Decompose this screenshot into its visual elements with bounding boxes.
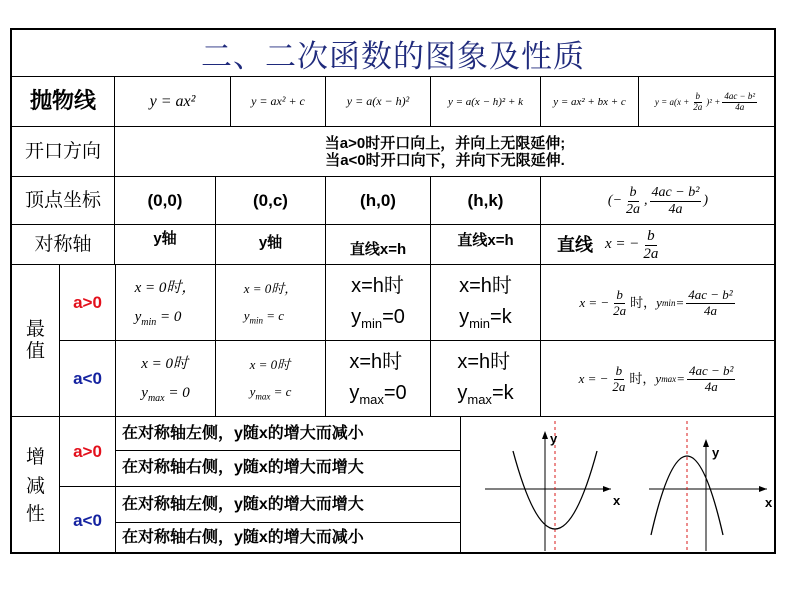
monotonic-text: 在对称轴左侧，y随x的增大而增大 — [122, 495, 364, 513]
grid-line — [11, 264, 775, 265]
formula-text: y — [655, 370, 662, 386]
formula-text: y — [656, 294, 662, 310]
extreme-value — [250, 378, 292, 406]
fraction — [722, 92, 757, 113]
form-vertex-origin: y = ax² — [149, 92, 196, 110]
axis-of-symmetry-general — [541, 226, 775, 264]
opening-direction-text — [115, 128, 775, 176]
y-axis-arrow — [542, 431, 548, 439]
condition-a-negative: a<0 — [73, 369, 102, 389]
extreme-condition: x = 0时， — [134, 280, 197, 297]
row-label-mono-char: 性 — [25, 503, 45, 526]
page-title: 二、二次函数的图象及性质 — [201, 38, 585, 75]
row-label-parabola: 抛物线 — [29, 89, 96, 115]
form-vertical-shift: y = ax² + c — [251, 94, 305, 109]
subscript: min — [361, 316, 383, 332]
grid-line — [11, 176, 775, 177]
fraction — [610, 364, 627, 394]
denominator: 4a — [668, 201, 683, 217]
extreme-condition: x = 0时 — [249, 357, 291, 373]
monotonic-text: 在对称轴右侧，y随x的增大而增大 — [122, 459, 364, 477]
monotonic-text: 在对称轴左侧，y随x的增大而减小 — [122, 424, 364, 442]
monotonic-text: 在对称轴右侧，y随x的增大而减小 — [122, 529, 364, 547]
numerator: b — [695, 90, 701, 101]
x-axis-arrow — [759, 486, 767, 492]
value: = 0 — [156, 308, 182, 325]
y-symbol: y — [243, 308, 250, 324]
axis-label: 直线 — [557, 234, 593, 255]
form-vertex-form: y = a(x − h)² + k — [447, 95, 524, 108]
x-axis-arrow — [603, 486, 611, 492]
extreme-cell-general — [541, 266, 775, 340]
condition-a-negative: a<0 — [73, 511, 102, 531]
denominator: 4a — [703, 302, 717, 318]
denominator: 2a — [626, 201, 641, 217]
extreme-cell — [116, 266, 215, 340]
formula-text: y = a(x + — [654, 96, 690, 107]
fraction — [686, 288, 734, 318]
subscript: max — [467, 392, 492, 408]
extreme-value — [457, 378, 513, 410]
formula-text: , — [644, 192, 648, 208]
formula-text: 时， — [629, 370, 656, 386]
row-label-monotonicity — [12, 418, 59, 554]
value: =k — [491, 382, 514, 405]
y-symbol: y — [351, 306, 362, 329]
subscript: max — [147, 392, 165, 404]
subscript: min — [249, 316, 263, 326]
subscript: max — [255, 392, 271, 402]
value: =k — [490, 306, 512, 329]
numerator: 4ac − b² — [724, 90, 756, 101]
denominator: 4a — [735, 101, 745, 112]
numerator: 4ac − b² — [651, 185, 700, 201]
row-label-vertex: 顶点坐标 — [24, 189, 101, 212]
y-axis-arrow — [703, 439, 709, 447]
row-label-extreme — [12, 266, 59, 416]
fraction — [641, 228, 660, 262]
denominator: 2a — [693, 101, 703, 112]
vertex-coord: (h,0) — [360, 191, 396, 211]
grid-line — [11, 76, 775, 77]
axis-of-symmetry: 直线x=h — [349, 240, 407, 258]
formula-text: ) — [703, 192, 709, 208]
numerator: b — [647, 228, 655, 244]
y-symbol: y — [349, 382, 360, 405]
numerator: 4ac − b² — [688, 287, 733, 303]
vertex-coord: (0,c) — [253, 191, 288, 211]
denominator: 2a — [612, 378, 626, 394]
extreme-value — [351, 302, 405, 334]
numerator: b — [616, 287, 623, 303]
form-completed-square — [639, 78, 775, 126]
fraction — [624, 185, 642, 217]
denominator: 2a — [643, 245, 659, 262]
parabola-graphs — [461, 417, 775, 553]
vertex-coord: (h,k) — [467, 191, 504, 211]
value: =0 — [382, 306, 405, 329]
extreme-cell — [326, 266, 430, 340]
fraction — [611, 288, 628, 318]
extreme-condition: x=h时 — [351, 275, 404, 298]
extreme-condition: x = 0时， — [243, 281, 298, 297]
denominator: 4a — [704, 378, 718, 394]
vertex-coord: (0,0) — [147, 191, 183, 211]
opening-line-up: 当a>0时开口向上，并向上无限延伸; — [324, 134, 566, 152]
extreme-cell — [116, 342, 215, 416]
extreme-cell — [216, 266, 325, 340]
extreme-condition: x=h时 — [459, 275, 512, 298]
fraction — [691, 92, 704, 113]
extreme-value — [459, 302, 512, 334]
subscript: max — [359, 392, 384, 408]
row-label-mono-char: 减 — [25, 474, 45, 497]
form-general: y = ax² + bx + c — [553, 95, 626, 108]
row-label-opening: 开口方向 — [24, 140, 101, 163]
row-label-mono-char: 增 — [25, 446, 45, 469]
extreme-cell-general — [541, 342, 775, 416]
denominator: 2a — [613, 302, 627, 318]
opening-line-down: 当a<0时开口向下，并向下无限延伸. — [325, 152, 565, 169]
numerator: b — [629, 185, 637, 201]
extreme-value — [141, 379, 189, 408]
subscript: min — [661, 297, 676, 308]
y-symbol: y — [141, 384, 148, 401]
formula-text: x = − — [579, 294, 610, 310]
vertex-coord-general — [541, 178, 775, 224]
y-symbol: y — [459, 306, 470, 329]
fraction — [687, 364, 735, 394]
formula-text: x = − — [605, 236, 640, 253]
axis-of-symmetry: y轴 — [153, 230, 177, 247]
extreme-value — [135, 303, 182, 332]
extreme-cell — [326, 342, 430, 416]
x-axis-label: x — [613, 493, 621, 508]
y-symbol: y — [457, 382, 468, 405]
formula-text: )² + — [706, 96, 721, 107]
grid-line — [11, 126, 775, 127]
extreme-value — [244, 302, 284, 330]
numerator: b — [615, 363, 623, 379]
numerator: 4ac − b² — [688, 363, 734, 379]
subscript: min — [141, 316, 157, 328]
y-symbol: y — [249, 384, 256, 400]
grid-line — [60, 486, 460, 487]
value: = c — [263, 308, 285, 324]
x-axis-label: x — [765, 495, 773, 510]
formula-text: = — [676, 370, 685, 386]
extreme-condition: x=h时 — [349, 351, 403, 374]
grid-line — [11, 224, 775, 225]
axis-of-symmetry: 直线x=h — [457, 232, 514, 249]
value: =0 — [383, 382, 407, 405]
grid-line — [60, 340, 775, 341]
extreme-cell — [431, 342, 540, 416]
formula-text: (− — [607, 192, 623, 208]
extreme-condition: x = 0时 — [141, 356, 189, 373]
row-label-extreme-char: 值 — [25, 340, 45, 362]
y-axis-label: y — [550, 431, 558, 446]
condition-a-positive: a>0 — [73, 293, 102, 313]
form-horizontal-shift: y = a(x − h)² — [346, 94, 410, 109]
row-label-extreme-char: 最 — [25, 318, 45, 341]
formula-text: 时， — [630, 294, 657, 310]
subscript: max — [661, 373, 677, 384]
formula-text: = — [675, 294, 685, 310]
condition-a-positive: a>0 — [73, 442, 102, 462]
value: = 0 — [164, 384, 190, 401]
extreme-value — [349, 378, 406, 410]
extreme-cell — [431, 266, 540, 340]
row-label-axis: 对称轴 — [34, 233, 92, 256]
y-symbol: y — [134, 308, 142, 325]
extreme-cell — [216, 342, 325, 416]
y-axis-label: y — [712, 445, 720, 460]
subscript: min — [469, 316, 491, 332]
value: = c — [270, 384, 292, 400]
axis-of-symmetry: y轴 — [258, 234, 283, 251]
extreme-condition: x=h时 — [457, 351, 511, 374]
formula-text: x = − — [578, 370, 609, 386]
fraction — [650, 185, 702, 217]
